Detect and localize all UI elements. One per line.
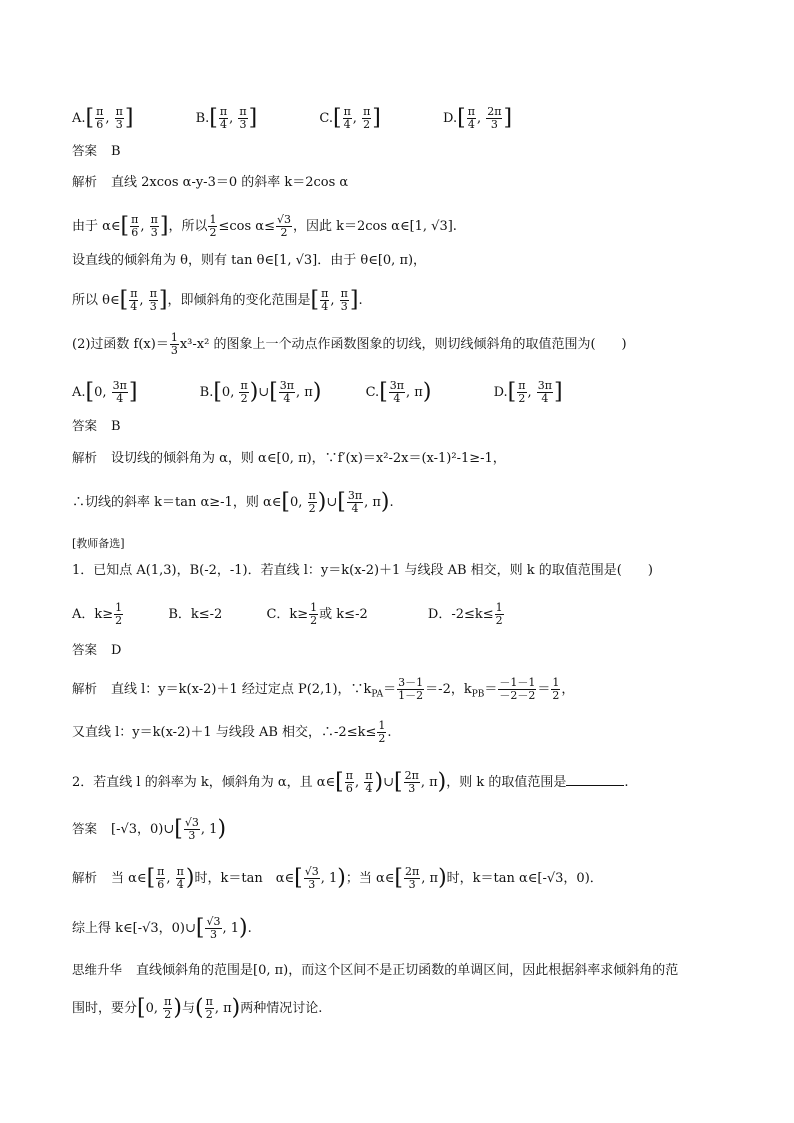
p1-solution-line2: 又直线 l：y＝k(x-2)＋1 与线段 AB 相交，∴-2≤k≤ $\frac{1}{2}$ . (72, 719, 392, 745)
p2-solution-line1: 解析 当 α∈[ $\frac{\pi}{6}$ , $\frac{\pi}{4}$ )时，k＝tan α∈[ $\frac{√3}{3}$ , 1)；当 α∈[ $\frac{2\pi}{3}$ , π)时，k＝tan α∈[-√3，0)． (72, 865, 603, 891)
p1-option-d: D．-2≤k≤ $\frac{1}{2}$ (427, 601, 503, 627)
summary-line1: 思维升华 直线倾斜角的范围是[0, π)，而这个区间不是正切函数的单调区间，因此根据斜率求倾斜角的范 (72, 962, 679, 978)
q1-solution-line3: 设直线的倾斜角为 θ，则有 tan θ∈[1, √3]．由于 θ∈[0, π)， (72, 253, 427, 268)
q2-options (72, 380, 621, 405)
q1-option-b: B.[ $\frac{\pi}{4}$ , $\frac{\pi}{3}$ ] (195, 105, 258, 131)
q2-solution-line1: 解析 设切线的倾斜角为 α，则 α∈[0, π)，∵f′(x)＝x²-2x＝(x-1)²-1≥-1， (72, 450, 506, 466)
q1-option-a: A.[ $\frac{\pi}{6}$ , $\frac{\pi}{3}$ ] (72, 105, 134, 131)
q1-answer (72, 141, 121, 162)
q2-option-b: B.[0, $\frac{\pi}{2}$ )∪[ $\frac{3\pi}{4}$ , π) (199, 379, 322, 405)
q1-options (72, 106, 570, 131)
q1-option-d: D.[ $\frac{\pi}{4}$ , $\frac{2\pi}{3}$ ] (443, 105, 513, 131)
q2-solution-line2: ∴切线的斜率 k＝tan α≥-1，则 α∈[0, $\frac{\pi}{2}$ )∪[ $\frac{3\pi}{4}$ , π). (72, 489, 394, 515)
solution-label: 解析 (72, 174, 98, 189)
q2-option-d: D.[ $\frac{\pi}{2}$ , $\frac{3\pi}{4}$ ] (493, 379, 563, 405)
p2-answer: 答案 [-√3，0)∪[ $\frac{√3}{3}$ , 1) (72, 816, 227, 842)
teacher-note-heading: [教师备选] (72, 537, 125, 550)
p1-solution-line1: 解析 直线 l：y＝k(x-2)＋1 经过定点 P(2,1)，$\because k_{PA}=$ $\frac{3-1}{1-2}$ ＝-2，$k_{PB}=$ $\frac{-1-1}{-2-2}$ ＝ $\frac{1}{2}$ ， (72, 676, 575, 702)
p1-answer: 答案 D (72, 642, 122, 658)
q1-solution-line2: 由于 α∈[ $\frac{\pi}{6}$ , $\frac{\pi}{3}$ ]，所以 $\frac{1}{2}$ ≤cos α≤ $\frac{√3}{2}$ ，因此 k＝2cos α∈[1, √3]. (72, 213, 457, 239)
q1-option-c: C.[ $\frac{\pi}{4}$ , $\frac{\pi}{2}$ ] (319, 105, 381, 131)
p2-solution-line2: 综上得 k∈[-√3，0)∪[ $\frac{√3}{3}$ , 1). (72, 915, 252, 941)
q2-option-a: A.[0, $\frac{3\pi}{4}$ ] (72, 379, 138, 405)
q2-option-c: C.[ $\frac{3\pi}{4}$ , π) (365, 379, 432, 405)
p1-option-a: A．k≥ $\frac{1}{2}$ (72, 601, 123, 627)
p1-option-c: C．k≥ $\frac{1}{2}$ 或 k≤-2 (266, 601, 368, 627)
p1-option-b: B．k≤-2 (168, 607, 223, 622)
p2-stem: 2．若直线 l 的斜率为 k，倾斜角为 α，且 α∈[ $\frac{\pi}{6}$ , $\frac{\pi}{4}$ )∪[ $\frac{2\pi}{3}$ , π)，则 k 的取值范围是 . (72, 769, 629, 795)
p1-stem: 1．已知点 A(1,3)，B(-2，-1)．若直线 l：y＝k(x-2)＋1 与线段 AB 相交，则 k 的取值范围是( ) (72, 563, 653, 578)
q2-answer: 答案 B (72, 418, 121, 434)
summary-line2: 围时，要分[0, $\frac{\pi}{2}$ )与( $\frac{\pi}{2}$ , π)两种情况讨论. (72, 995, 323, 1021)
answer-value: B (111, 144, 121, 159)
answer-blank (566, 772, 624, 786)
answer-label: 答案 (72, 143, 98, 158)
p1-options (72, 602, 563, 627)
q2-stem: (2)过函数 f(x)＝ $\frac{1}{3}$ x³-x² 的图象上一个动点作函数图象的切线，则切线倾斜角的取值范围为( ) (72, 331, 627, 357)
q1-solution-line1: 解析 直线 2xcos α-y-3＝0 的斜率 k＝2cos α (72, 174, 349, 190)
q1-solution-line4: 所以 θ∈[ $\frac{\pi}{4}$ , $\frac{\pi}{3}$ ]，即倾斜角的变化范围是[ $\frac{\pi}{4}$ , $\frac{\pi}{3}$ ]. (72, 287, 363, 313)
